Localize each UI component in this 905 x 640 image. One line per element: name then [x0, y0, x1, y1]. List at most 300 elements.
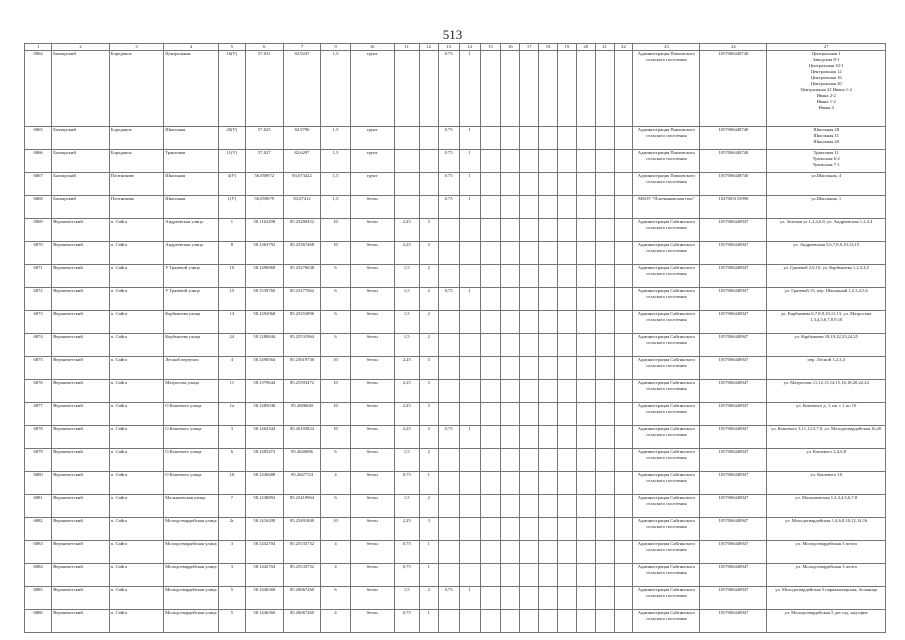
- table-cell: ул.Школьная, 1: [767, 196, 886, 219]
- table-cell: [501, 288, 520, 311]
- table-cell: [595, 541, 614, 564]
- table-cell: 3: [419, 242, 438, 265]
- table-cell: 4: [218, 357, 245, 380]
- table-cell: [539, 426, 558, 449]
- table-cell: [520, 610, 539, 633]
- table-cell: Администрация Сайгинского сельского поселения: [633, 265, 700, 288]
- table-cell: 2г: [218, 518, 245, 541]
- table-cell: Администрация Сайгинского сельского поселения: [633, 242, 700, 265]
- table-cell: бетон: [350, 518, 394, 541]
- table-cell: [459, 541, 480, 564]
- table-cell: [459, 380, 480, 403]
- table-cell: Верхнекетский: [52, 472, 110, 495]
- table-cell: [595, 403, 614, 426]
- table-cell: 2: [419, 334, 438, 357]
- table-cell: Верхнекетский: [52, 219, 110, 242]
- table-cell: 2: [419, 449, 438, 472]
- table-cell: бетон: [350, 288, 394, 311]
- table-cell: [539, 173, 558, 196]
- table-cell: [614, 426, 633, 449]
- table-cell: ул. Зеленая ул 1,2,4,6,8, ул. Андреевская 1,2,3,4: [767, 219, 886, 242]
- table-cell: [614, 265, 633, 288]
- table-cell: [480, 150, 501, 173]
- table-cell: [576, 311, 595, 334]
- table-cell: 1,5: [394, 311, 419, 334]
- table-cell: [394, 150, 419, 173]
- table-cell: У Грязевой улица: [164, 265, 218, 288]
- table-cell: бетон: [350, 219, 394, 242]
- table-cell: [557, 426, 576, 449]
- table-cell: [394, 51, 419, 127]
- table-cell: п. Сайга: [109, 242, 163, 265]
- table-cell: [614, 150, 633, 173]
- table-cell: [459, 403, 480, 426]
- table-cell: [557, 173, 576, 196]
- table-cell: Администрация Сайгинского сельского поселения: [633, 495, 700, 518]
- table-cell: 58.1292968: [245, 311, 283, 334]
- table-cell: 3: [419, 518, 438, 541]
- table-row: [25, 219, 886, 242]
- table-cell: 3: [419, 380, 438, 403]
- table-cell: [539, 472, 558, 495]
- table-cell: [501, 610, 520, 633]
- table-cell: 85.25367468: [283, 242, 321, 265]
- table-cell: [480, 51, 501, 127]
- column-header: 27: [767, 44, 886, 51]
- table-cell: 20(У): [218, 127, 245, 150]
- table-cell: О.Кошевого улица: [164, 403, 218, 426]
- table-cell: п. Сайга: [109, 357, 163, 380]
- table-cell: 1,5: [394, 288, 419, 311]
- table-cell: 6: [321, 587, 350, 610]
- column-header: 3: [109, 44, 163, 51]
- table-cell: бетон: [350, 334, 394, 357]
- table-cell: [614, 380, 633, 403]
- table-cell: 85.25619730: [283, 357, 321, 380]
- table-cell: [557, 495, 576, 518]
- table-cell: [576, 426, 595, 449]
- table-cell: ул. Грязевой 15, пер. Школьный 1,2,3,4,5,6: [767, 288, 886, 311]
- table-row: [25, 242, 886, 265]
- table-cell: Верхнекетский: [52, 426, 110, 449]
- table-cell: ул. Кошевого д. 1, кв. с 1 по 10: [767, 403, 886, 426]
- table-cell: [520, 564, 539, 587]
- table-cell: 0.75: [438, 51, 459, 127]
- table-cell: [595, 219, 614, 242]
- table-cell: [614, 610, 633, 633]
- table-cell: п. Сайга: [109, 449, 163, 472]
- table-cell: Верхнекетский: [52, 334, 110, 357]
- table-cell: [557, 610, 576, 633]
- table-cell: грунт: [350, 127, 394, 150]
- table-cell: [480, 449, 501, 472]
- table-cell: 85.25477062: [283, 288, 321, 311]
- table-cell: 0,75: [438, 426, 459, 449]
- table-cell: 58.1288844: [245, 334, 283, 357]
- column-header: 5: [218, 44, 245, 51]
- table-cell: 57.025: [245, 127, 283, 150]
- table-cell: [557, 288, 576, 311]
- table-cell: Администрация Сайгинского сельского поселения: [633, 449, 700, 472]
- table-cell: Молодогвардейская улица: [164, 587, 218, 610]
- table-cell: МБОУ "Плотниковская тош": [633, 196, 700, 219]
- column-header: 1: [25, 44, 52, 51]
- table-cell: [438, 472, 459, 495]
- table-cell: 6870: [25, 242, 52, 265]
- table-cell: 6872: [25, 288, 52, 311]
- table-cell: 58.1446560: [245, 610, 283, 633]
- column-header: 16: [501, 44, 520, 51]
- table-cell: 8: [218, 242, 245, 265]
- table-cell: 2,25: [394, 357, 419, 380]
- table-cell: 85.25531964: [283, 334, 321, 357]
- table-cell: [520, 403, 539, 426]
- table-cell: Администрация Сайгинского сельского поселения: [633, 564, 700, 587]
- table-cell: [557, 472, 576, 495]
- header-row: [25, 44, 886, 51]
- table-cell: [394, 196, 419, 219]
- table-cell: Верхнекетский: [52, 564, 110, 587]
- table-cell: грунт: [350, 51, 394, 127]
- table-cell: [539, 265, 558, 288]
- table-cell: [595, 564, 614, 587]
- table-cell: 58.1379644: [245, 380, 283, 403]
- table-cell: [459, 219, 480, 242]
- table-cell: 1057006448947: [700, 541, 767, 564]
- table-cell: 6: [321, 495, 350, 518]
- table-row: [25, 587, 886, 610]
- table-cell: Администрация Сайгинского сельского поселения: [633, 403, 700, 426]
- table-cell: [576, 288, 595, 311]
- table-cell: 10: [321, 380, 350, 403]
- table-row: [25, 564, 886, 587]
- table-cell: [438, 449, 459, 472]
- table-cell: [576, 472, 595, 495]
- table-cell: [557, 219, 576, 242]
- table-cell: [438, 219, 459, 242]
- table-cell: Верхнекетский: [52, 610, 110, 633]
- table-cell: 0,75: [438, 288, 459, 311]
- table-cell: 6866: [25, 150, 52, 173]
- table-cell: 1057006448947: [700, 610, 767, 633]
- table-cell: п. Сайга: [109, 380, 163, 403]
- table-cell: Молодогвардейская улица: [164, 541, 218, 564]
- table-cell: Молодогвардейская улица: [164, 564, 218, 587]
- table-cell: 58.1539760: [245, 288, 283, 311]
- table-row: [25, 610, 886, 633]
- table-cell: ул. Кошевого 3,11,12,5,7,9, ул. Молодогвардейская 16,20: [767, 426, 886, 449]
- table-cell: [576, 51, 595, 127]
- table-cell: [480, 380, 501, 403]
- table-cell: 1057006448947: [700, 242, 767, 265]
- table-cell: [438, 403, 459, 426]
- table-cell: 58.1440688: [245, 472, 283, 495]
- table-cell: 0,75: [438, 587, 459, 610]
- table-cell: [520, 219, 539, 242]
- table-cell: Верхнекетский: [52, 380, 110, 403]
- table-cell: [438, 564, 459, 587]
- table-row: [25, 518, 886, 541]
- table-cell: ул. Андреевская 5,6,7,8,9,10,13,15: [767, 242, 886, 265]
- table-cell: Администрация Сайгинского сельского поселения: [633, 426, 700, 449]
- table-cell: [539, 51, 558, 127]
- table-cell: 58.1238892: [245, 495, 283, 518]
- table-cell: [438, 357, 459, 380]
- table-cell: Верхнекетский: [52, 587, 110, 610]
- table-cell: 56,859079: [245, 196, 283, 219]
- table-cell: [394, 127, 419, 150]
- table-cell: п. Сайга: [109, 518, 163, 541]
- table-cell: 2: [419, 311, 438, 334]
- table-cell: 2,25: [394, 380, 419, 403]
- table-row: [25, 311, 886, 334]
- table-cell: 1,5: [321, 150, 350, 173]
- table-cell: [480, 219, 501, 242]
- table-cell: [438, 311, 459, 334]
- table-cell: [480, 242, 501, 265]
- column-header: 13: [438, 44, 459, 51]
- table-cell: 6868: [25, 196, 52, 219]
- table-cell: Молодогвардейская улица: [164, 610, 218, 633]
- table-cell: Администрация Сайгинского сельского поселения: [633, 219, 700, 242]
- table-cell: [595, 311, 614, 334]
- table-cell: 1: [218, 219, 245, 242]
- table-cell: [557, 265, 576, 288]
- table-cell: 10: [218, 472, 245, 495]
- table-cell: 6878: [25, 426, 52, 449]
- table-cell: Бахчарский: [52, 51, 110, 127]
- table-cell: [501, 242, 520, 265]
- table-cell: Верхнекетский: [52, 265, 110, 288]
- table-cell: [595, 242, 614, 265]
- table-cell: Школьная 28 Школьная 11 Школьная 20: [767, 127, 886, 150]
- table-cell: 1,5: [321, 196, 350, 219]
- table-cell: 1,5: [321, 51, 350, 127]
- table-cell: ул. Молодогвардейская 3 почта: [767, 564, 886, 587]
- table-cell: [520, 357, 539, 380]
- table-cell: 58.1446560: [245, 587, 283, 610]
- column-header: 10: [350, 44, 394, 51]
- table-cell: 82,6297: [283, 150, 321, 173]
- table-cell: Верхнекетский: [52, 357, 110, 380]
- table-cell: [459, 564, 480, 587]
- table-cell: 6877: [25, 403, 52, 426]
- table-cell: [576, 219, 595, 242]
- table-cell: 1: [419, 472, 438, 495]
- table-cell: [576, 495, 595, 518]
- table-cell: [539, 219, 558, 242]
- table-cell: п. Сайга: [109, 219, 163, 242]
- table-cell: [520, 495, 539, 518]
- table-cell: [501, 265, 520, 288]
- table-row: [25, 265, 886, 288]
- table-row: [25, 403, 886, 426]
- table-cell: Администрация Сайгинского сельского поселения: [633, 311, 700, 334]
- table-cell: п. Сайга: [109, 564, 163, 587]
- table-cell: [520, 127, 539, 150]
- table-cell: Верхнекетский: [52, 403, 110, 426]
- table-cell: [557, 127, 576, 150]
- table-cell: [501, 380, 520, 403]
- table-cell: 1057006448947: [700, 357, 767, 380]
- table-cell: [576, 518, 595, 541]
- table-cell: [419, 173, 438, 196]
- table-cell: 2: [419, 587, 438, 610]
- table-cell: [614, 173, 633, 196]
- table-cell: [557, 334, 576, 357]
- table-row: [25, 449, 886, 472]
- table-cell: [557, 311, 576, 334]
- table-cell: [614, 242, 633, 265]
- table-cell: Верхнекетский: [52, 449, 110, 472]
- table-cell: [576, 127, 595, 150]
- table-cell: 1057006448947: [700, 219, 767, 242]
- table-cell: 6867: [25, 173, 52, 196]
- table-cell: [480, 173, 501, 196]
- table-cell: 1057006448947: [700, 265, 767, 288]
- table-cell: бетон: [350, 380, 394, 403]
- table-cell: [557, 196, 576, 219]
- table-cell: 1057006448947: [700, 587, 767, 610]
- table-cell: [614, 127, 633, 150]
- table-cell: 10: [321, 219, 350, 242]
- table-cell: п. Сайга: [109, 495, 163, 518]
- table-cell: [501, 219, 520, 242]
- table-cell: [520, 288, 539, 311]
- table-cell: бетон: [350, 357, 394, 380]
- table-cell: 7: [218, 495, 245, 518]
- table-cell: 1057006448740: [700, 127, 767, 150]
- table-cell: 6874: [25, 334, 52, 357]
- table-cell: [614, 357, 633, 380]
- table-cell: [614, 495, 633, 518]
- table-row: [25, 51, 886, 127]
- table-cell: Верхнекетский: [52, 242, 110, 265]
- table-cell: бетон: [350, 311, 394, 334]
- table-cell: [501, 426, 520, 449]
- column-header: 6: [245, 44, 283, 51]
- table-cell: 1057006448740: [700, 150, 767, 173]
- table-cell: [595, 150, 614, 173]
- table-cell: [520, 51, 539, 127]
- table-cell: Бахчарский: [52, 150, 110, 173]
- table-cell: [520, 150, 539, 173]
- table-cell: ул. Малышевская 1,2,3,4,5,6,7,8: [767, 495, 886, 518]
- table-row: [25, 288, 886, 311]
- table-cell: 3: [419, 357, 438, 380]
- table-cell: [501, 587, 520, 610]
- table-cell: 10: [321, 518, 350, 541]
- table-cell: [501, 196, 520, 219]
- table-cell: [539, 380, 558, 403]
- table-cell: 6: [218, 449, 245, 472]
- table-cell: [576, 449, 595, 472]
- table-cell: ул. Карбышева 18,19,22,23,24,25: [767, 334, 886, 357]
- column-header: 24: [700, 44, 767, 51]
- table-cell: Карбышева улица: [164, 311, 218, 334]
- table-cell: 1057006448947: [700, 426, 767, 449]
- table-cell: 0,75: [394, 610, 419, 633]
- table-cell: п. Сайга: [109, 311, 163, 334]
- table-row: [25, 357, 886, 380]
- table-cell: 57.031: [245, 51, 283, 127]
- table-cell: [520, 242, 539, 265]
- table-cell: [539, 403, 558, 426]
- table-cell: 16(У): [218, 51, 245, 127]
- column-header: 23: [633, 44, 700, 51]
- table-row: [25, 334, 886, 357]
- table-cell: 1057006448947: [700, 311, 767, 334]
- table-cell: 85.26067260: [283, 610, 321, 633]
- table-cell: [480, 357, 501, 380]
- table-cell: Верхнекетский: [52, 518, 110, 541]
- table-cell: 4: [321, 472, 350, 495]
- table-cell: [576, 173, 595, 196]
- table-cell: [459, 610, 480, 633]
- table-cell: [576, 380, 595, 403]
- table-cell: 58.1485473: [245, 449, 283, 472]
- table-cell: Администрация Павловского сельского поселения: [633, 173, 700, 196]
- table-cell: 1: [459, 426, 480, 449]
- table-cell: [614, 587, 633, 610]
- table-cell: [595, 173, 614, 196]
- table-cell: ул. Грязевой 2,6,10, ул. Карбышева 1,2,3,4,5: [767, 265, 886, 288]
- table-row: [25, 127, 886, 150]
- table-cell: [557, 51, 576, 127]
- table-cell: Школьная: [164, 127, 218, 150]
- table-cell: п. Сайга: [109, 426, 163, 449]
- table-cell: [595, 587, 614, 610]
- table-cell: [539, 587, 558, 610]
- column-header: 18: [539, 44, 558, 51]
- table-cell: 11: [218, 380, 245, 403]
- table-cell: 10: [321, 357, 350, 380]
- table-cell: 85.25280452: [283, 219, 321, 242]
- table-cell: 85.25533732: [283, 541, 321, 564]
- table-cell: [595, 495, 614, 518]
- table-cell: 10: [321, 242, 350, 265]
- table-cell: 15: [218, 288, 245, 311]
- table-cell: ул. Карбышева 6,7,8,9,10,11,13, ул. Матросова 1,3,4,5,6,7,8,9,10: [767, 311, 886, 334]
- table-cell: пер. Лесной 1,2,3,4: [767, 357, 886, 380]
- table-cell: 5: [218, 610, 245, 633]
- table-cell: 1: [459, 196, 480, 219]
- column-header: 2: [52, 44, 110, 51]
- table-cell: [419, 51, 438, 127]
- table-cell: бетон: [350, 587, 394, 610]
- table-cell: [501, 334, 520, 357]
- table-cell: 10: [321, 403, 350, 426]
- table-cell: 1: [419, 610, 438, 633]
- table-cell: 1: [459, 288, 480, 311]
- table-cell: 85.26067260: [283, 587, 321, 610]
- table-cell: 2,25: [394, 518, 419, 541]
- table-cell: 1,5: [394, 449, 419, 472]
- table-cell: Бахчарский: [52, 196, 110, 219]
- table-cell: [419, 127, 438, 150]
- table-cell: [520, 334, 539, 357]
- table-cell: [539, 541, 558, 564]
- table-cell: [501, 564, 520, 587]
- table-cell: ул.Школьная, 4: [767, 173, 886, 196]
- table-cell: 6884: [25, 564, 52, 587]
- table-cell: 6873: [25, 311, 52, 334]
- table-cell: ул. Молодогвардейская 5 дет.сад, кад.офис: [767, 610, 886, 633]
- table-cell: 6885: [25, 587, 52, 610]
- table-cell: [520, 173, 539, 196]
- table-cell: [539, 610, 558, 633]
- table-cell: [539, 518, 558, 541]
